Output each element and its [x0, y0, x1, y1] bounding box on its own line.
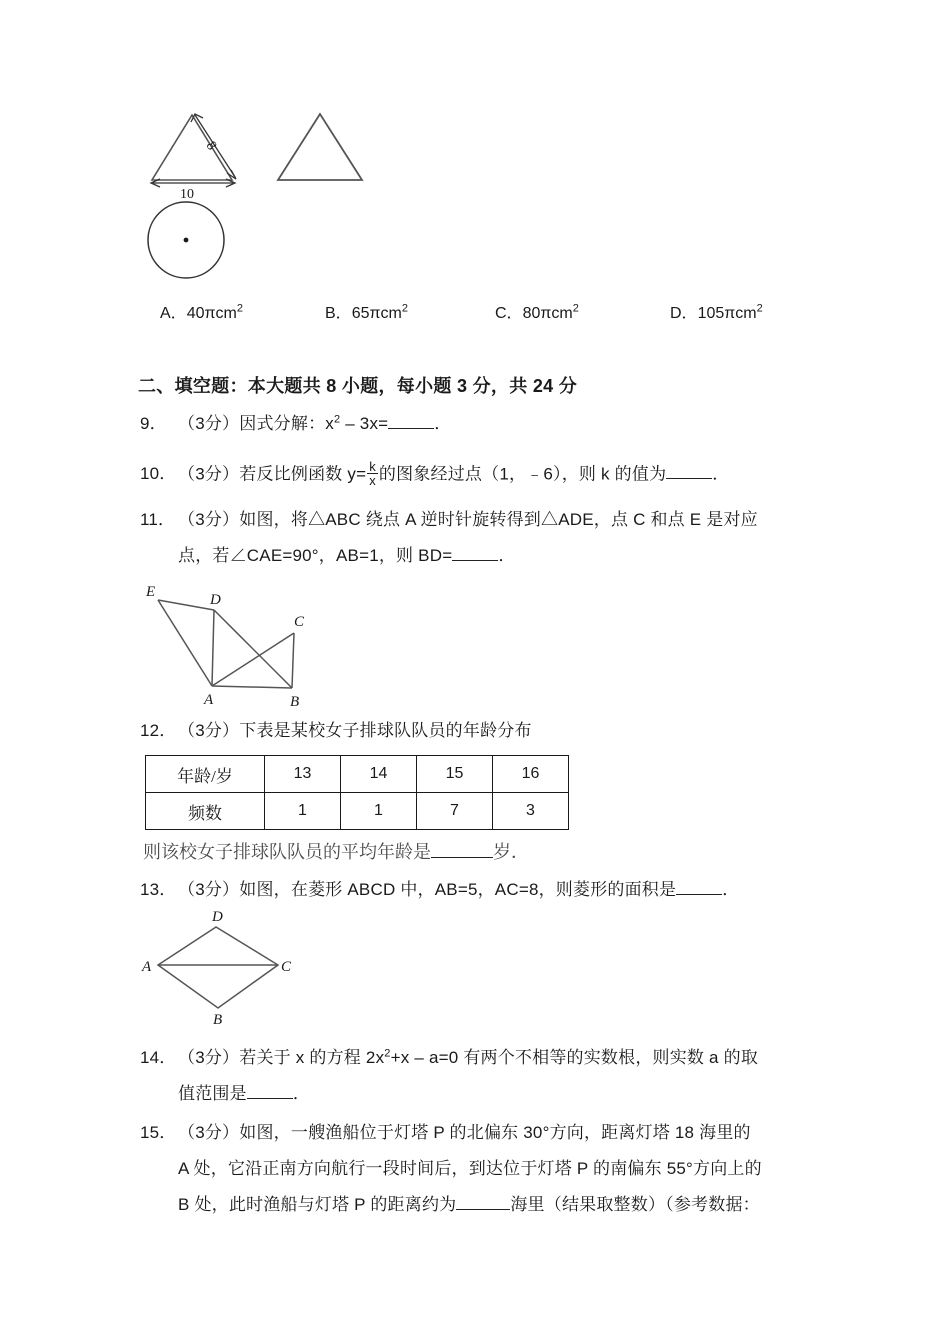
label-C: C	[281, 959, 292, 975]
question-11-number: 11．	[140, 510, 176, 529]
base-dimension-label: 10	[180, 187, 194, 202]
choice-c-key: C．	[495, 305, 523, 322]
question-9-answer-blank[interactable]	[388, 428, 434, 429]
plain-triangle-shape	[278, 114, 362, 180]
choice-b-value: 65πcm	[351, 305, 402, 322]
question-11-answer-blank[interactable]	[452, 560, 498, 561]
row-header-age: 年龄/岁	[146, 756, 265, 793]
frequency-cell-4: 3	[493, 793, 569, 830]
question-12-answer-blank[interactable]	[431, 857, 493, 858]
choice-b[interactable]	[325, 300, 408, 323]
question-14-number: 14．	[140, 1048, 177, 1067]
age-cell-4: 16	[493, 756, 569, 793]
question-10	[140, 460, 729, 488]
question-15-line-3	[178, 1195, 760, 1215]
label-D: D	[210, 592, 221, 608]
question-12-footer-tail: 岁．	[493, 842, 529, 862]
question-11-text-line2: 点，若∠CAE=90°，AB=1，则 BD=	[178, 546, 453, 565]
question-15-text-line3-after: 海里（结果取整数）（参考数据：	[510, 1195, 760, 1214]
choice-a[interactable]	[160, 300, 243, 323]
question-12-number: 12．	[140, 721, 177, 740]
question-14-line-1	[140, 1048, 758, 1068]
question-15-points: （3分）	[178, 1123, 240, 1142]
question-15-line-2	[178, 1159, 762, 1179]
question-12-footer-text: 则该校女子排球队队员的平均年龄是	[143, 842, 431, 862]
label-D: D	[212, 909, 223, 925]
question-13-number: 13．	[140, 880, 177, 899]
question-11-text-line1: 如图，将△ABC 绕点 A 逆时针旋转得到△ADE，点 C 和点 E 是对应	[239, 510, 758, 529]
question-15-line-1	[140, 1123, 751, 1143]
fraction-denominator: x	[369, 473, 376, 489]
age-cell-2: 14	[341, 756, 417, 793]
label-A: A	[204, 692, 214, 708]
question-9-tail: ．	[434, 414, 452, 433]
question-13-points: （3分）	[178, 880, 240, 899]
choice-a-key: A．	[160, 305, 187, 322]
question-14-answer-blank[interactable]	[247, 1098, 293, 1099]
choice-b-exponent: 2	[401, 302, 408, 315]
choice-d[interactable]	[670, 300, 763, 323]
question-15-number: 15．	[140, 1123, 177, 1142]
question-11-line-2	[178, 546, 516, 566]
table-row-frequency	[146, 793, 569, 830]
question-9-number: 9．	[140, 414, 167, 433]
question-9-text-after: – 3x=	[340, 414, 389, 433]
question-10-text-before: 若反比例函数 y=	[239, 464, 367, 484]
question-13-tail: ．	[722, 880, 740, 899]
question-10-points: （3分）	[178, 464, 240, 484]
age-cell-1: 13	[265, 756, 341, 793]
choice-a-exponent: 2	[236, 302, 243, 315]
label-E: E	[146, 584, 156, 600]
age-distribution-table	[145, 755, 569, 830]
question-9	[140, 414, 451, 434]
frequency-cell-2: 1	[341, 793, 417, 830]
question-14-text-before: 若关于 x 的方程 2x	[239, 1048, 385, 1067]
question-14-line-2	[178, 1084, 310, 1104]
question-14-tail: ．	[292, 1084, 311, 1103]
choice-d-exponent: 2	[756, 302, 763, 315]
label-B: B	[290, 694, 300, 710]
cone-triangle-shape	[152, 115, 232, 180]
question-10-tail: ．	[712, 464, 730, 484]
question-15-answer-blank[interactable]	[456, 1209, 510, 1210]
question-14-points: （3分）	[178, 1048, 240, 1067]
question-14-exponent: 2	[384, 1047, 391, 1060]
question-15-text-line1: 如图，一艘渔船位于灯塔 P 的北偏东 30°方向，距离灯塔 18 海里的	[239, 1123, 751, 1142]
question-14-text-after: +x – a=0 有两个不相等的实数根，则实数 a 的取	[390, 1048, 759, 1067]
label-C: C	[294, 614, 305, 630]
question-13-text: 如图，在菱形 ABCD 中，AB=5，AC=8，则菱形的面积是	[239, 880, 677, 899]
row-header-frequency: 频数	[146, 793, 265, 830]
frequency-cell-3: 7	[417, 793, 493, 830]
question-11-tail: ．	[498, 546, 516, 565]
question-9-exponent: 2	[333, 413, 341, 426]
rhombus-lines	[158, 927, 278, 1008]
question-10-text-after: 的图象经过点（1，﹣6），则 k 的值为	[378, 464, 667, 484]
circle-center-dot	[184, 238, 189, 243]
rotation-figure	[138, 578, 348, 708]
question-11-line-1	[140, 510, 758, 530]
choice-d-value: 105πcm	[697, 305, 757, 322]
frequency-cell-1: 1	[265, 793, 341, 830]
cone-net-figure	[138, 95, 388, 295]
rotation-figure-lines	[158, 600, 294, 688]
question-12-points: （3分）	[178, 721, 240, 740]
question-12-footer	[143, 838, 529, 864]
question-13	[140, 880, 739, 900]
question-15-text-line2: A 处，它沿正南方向航行一段时间后，到达位于灯塔 P 的南偏东 55°方向上的	[178, 1159, 762, 1178]
choice-a-value: 40πcm	[186, 305, 237, 322]
choice-c-exponent: 2	[572, 302, 579, 315]
question-11-points: （3分）	[178, 510, 240, 529]
question-10-answer-blank[interactable]	[666, 478, 712, 479]
question-10-number: 10．	[140, 464, 177, 484]
age-cell-3: 15	[417, 756, 493, 793]
label-B: B	[213, 1012, 223, 1028]
section-heading: 二、填空题：本大题共 8 小题，每小题 3 分，共 24 分	[138, 376, 578, 396]
fraction-numerator: k	[369, 459, 376, 474]
question8-choices	[160, 300, 820, 324]
choice-b-key: B．	[325, 305, 352, 322]
choice-c[interactable]	[495, 300, 579, 323]
question-12	[140, 721, 532, 741]
question-9-points: （3分）	[178, 414, 240, 433]
question-15-text-line3-before: B 处，此时渔船与灯塔 P 的距离约为	[178, 1195, 457, 1214]
table-row-age	[146, 756, 569, 793]
slant-dimension-label: 8	[202, 139, 220, 154]
choice-c-value: 80πcm	[522, 305, 573, 322]
label-A: A	[142, 959, 152, 975]
fraction-k-over-x	[367, 460, 378, 488]
question-9-text: 因式分解：x	[239, 414, 334, 433]
question-13-answer-blank[interactable]	[676, 894, 722, 895]
rhombus-figure	[138, 905, 318, 1028]
choice-d-key: D．	[670, 305, 698, 322]
question-12-text: 下表是某校女子排球队队员的年龄分布	[239, 721, 532, 740]
question-14-text-line2: 值范围是	[178, 1084, 247, 1103]
